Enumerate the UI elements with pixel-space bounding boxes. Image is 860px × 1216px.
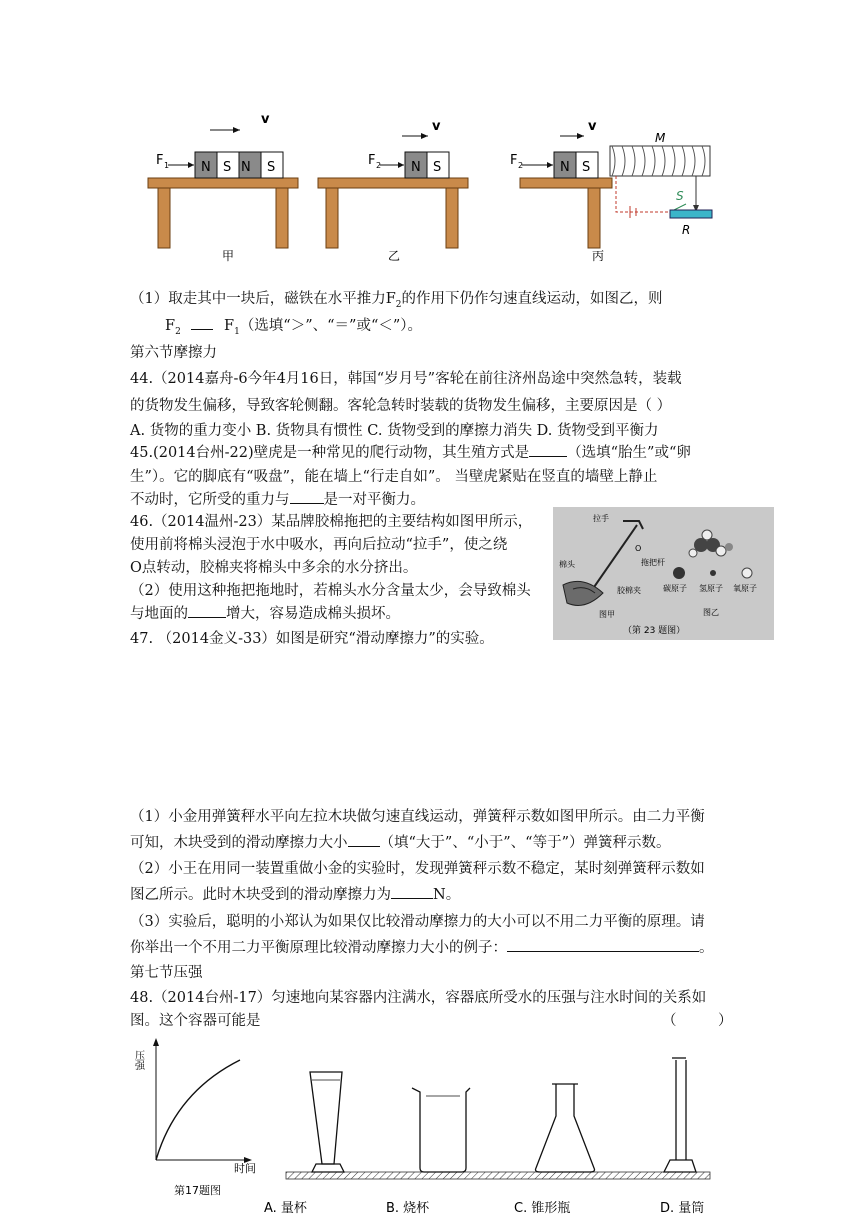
magnet-pole: N	[241, 160, 251, 175]
mop-label-o: O	[635, 544, 642, 553]
pressure-time-graph	[133, 1038, 257, 1197]
force-label: F	[156, 153, 164, 168]
mop-caption-yi: 图乙	[703, 608, 719, 617]
mop-figure	[553, 507, 774, 640]
table-jia	[148, 112, 298, 263]
switch-label: S	[676, 189, 684, 203]
mop-label-pole: 拖把杆	[641, 558, 665, 567]
table-yi	[318, 119, 468, 263]
graph-caption: 第17题图	[174, 1184, 221, 1197]
q45-line2: 生”）。它的脚底有“吸盘”，能在墙上“行走自如”。 当壁虎紧贴在竖直的墙壁上静止	[130, 469, 658, 485]
force-label: F	[510, 153, 518, 168]
container-c-conical-flask	[536, 1084, 595, 1172]
caption-bing: 丙	[592, 249, 605, 263]
section-7-heading: 第七节压强	[130, 965, 203, 981]
magnet-pole: N	[201, 160, 211, 175]
q46-line3: O点转动，胶棉夹将棉头中多余的水分挤出。	[130, 560, 418, 576]
q47-title: 47. （2014金义-33）如图是研究“滑动摩擦力”的实验。	[130, 631, 494, 647]
mop-label-head: 棉头	[559, 560, 575, 569]
container-d-graduated-cylinder	[664, 1058, 696, 1172]
mop-label-oxygen: 氧原子	[733, 584, 757, 593]
mop-figure-caption: （第 23 题图）	[623, 626, 686, 636]
q44-line1: 44.（2014嘉舟-6今年4月16日，韩国“岁月号”客轮在前往济州岛途中突然急转，装载	[130, 371, 682, 387]
magnet-tables-figure	[140, 108, 730, 268]
magnet-pole: N	[560, 160, 570, 175]
table-bing	[510, 119, 712, 263]
force-sub: 1	[164, 161, 170, 170]
force-sub: 2	[376, 161, 382, 170]
q47-p3-line1: （3）实验后，聪明的小郑认为如果仅比较滑动摩擦力的大小可以不用二力平衡的原理。请	[130, 914, 705, 930]
q44-options: A. 货物的重力变小 B. 货物具有惯性 C. 货物受到的摩擦力消失 D. 货物受到平衡力	[130, 423, 659, 439]
q45-line3: 不动时，它所受的重力与 是一对平衡力。	[130, 488, 425, 509]
answer-blank[interactable]	[290, 489, 324, 504]
magnet-pole: S	[223, 160, 232, 175]
velocity-label: v	[261, 112, 270, 127]
mop-label-hydrogen: 氢原子	[699, 584, 723, 593]
q48-line2: 图。这个容器可能是	[130, 1013, 261, 1029]
containers-figure	[130, 1032, 730, 1216]
mop-caption-jia: 图甲	[599, 610, 615, 619]
section-6-heading: 第六节摩擦力	[130, 345, 217, 361]
graph-xlabel: 时间	[234, 1162, 256, 1175]
q47-p1-line2: 可知，木块受到的滑动摩擦力大小 （填“大于”、“小于”、“等于”）弹簧秤示数。	[130, 831, 670, 852]
answer-blank[interactable]	[348, 832, 380, 847]
mop-label-clamp: 胶棉夹	[617, 586, 641, 595]
mop-figure-drawing	[553, 507, 774, 640]
mop-label-handle: 拉手	[593, 514, 609, 523]
answer-blank[interactable]	[191, 315, 213, 330]
q44-line2: 的货物发生偏移，导致客轮侧翻。客轮急转时装载的货物发生偏移，主要原因是（ ）	[130, 398, 672, 414]
q47-p3-line2: 你举出一个不用二力平衡原理比较滑动摩擦力大小的例子： 。	[130, 936, 714, 957]
velocity-label: v	[432, 119, 441, 134]
velocity-label: v	[588, 119, 597, 134]
force-sub: 2	[518, 161, 524, 170]
q-prev-1-line1: （1）取走其中一块后，磁铁在水平推力$F_2$的作用下仍作匀速直线运动，如图乙，则	[130, 291, 663, 310]
container-a-measuring-cup	[310, 1072, 344, 1172]
answer-blank[interactable]	[529, 442, 567, 457]
q47-p2-line2: 图乙所示。此时木块受到的滑动摩擦力为 N。	[130, 883, 460, 904]
coil-label: M	[655, 131, 666, 145]
magnet-pole: S	[582, 160, 591, 175]
q48-answer-bracket[interactable]: （ ）	[662, 1013, 733, 1029]
q46-line1: 46.（2014温州-23）某品牌胶棉拖把的主要结构如图甲所示，	[130, 514, 533, 530]
caption-yi: 乙	[388, 249, 401, 263]
option-a-label: A. 量杯	[264, 1201, 307, 1216]
answer-blank[interactable]	[188, 603, 226, 618]
magnet-pole: S	[267, 160, 276, 175]
graph-ylabel: 压强	[132, 1050, 144, 1070]
option-c-label: C. 锥形瓶	[514, 1201, 571, 1216]
magnet-pole: S	[433, 160, 442, 175]
option-d-label: D. 量筒	[660, 1201, 705, 1216]
answer-blank[interactable]	[391, 884, 433, 899]
force-label: F	[368, 153, 376, 168]
caption-jia: 甲	[222, 249, 235, 263]
q46-line2: 使用前将棉头浸泡于水中吸水，再向后拉动“拉手”，使之绕	[130, 537, 508, 553]
container-b-beaker	[412, 1088, 470, 1172]
answer-blank[interactable]	[507, 937, 699, 952]
q47-p1-line1: （1）小金用弹簧秤水平向左拉木块做匀速直线运动，弹簧秤示数如图甲所示。由二力平衡	[130, 809, 705, 825]
magnet-pole: N	[411, 160, 421, 175]
mop-label-carbon: 碳原子	[663, 584, 687, 593]
q46-line5: 与地面的 增大，容易造成棉头损坏。	[130, 602, 400, 623]
q46-line4: （2）使用这种拖把拖地时，若棉头水分含量太少，会导致棉头	[130, 583, 531, 599]
q-prev-1-line2: $F_2$ $F_1$（选填“＞”、“＝”或“＜”）。	[165, 314, 422, 337]
q48-line1: 48.（2014台州-17）匀速地向某容器内注满水，容器底所受水的压强与注水时间的关系如	[130, 990, 707, 1006]
q45-line1: 45.(2014台州-22)壁虎是一种常见的爬行动物，其生殖方式是 （选填“胎生”或“卵	[130, 441, 691, 462]
option-b-label: B. 烧杯	[386, 1201, 430, 1216]
q47-p2-line1: （2）小王在用同一装置重做小金的实验时，发现弹簧秤示数不稳定，某时刻弹簧秤示数如	[130, 861, 705, 877]
resistor-label: R	[682, 223, 691, 237]
